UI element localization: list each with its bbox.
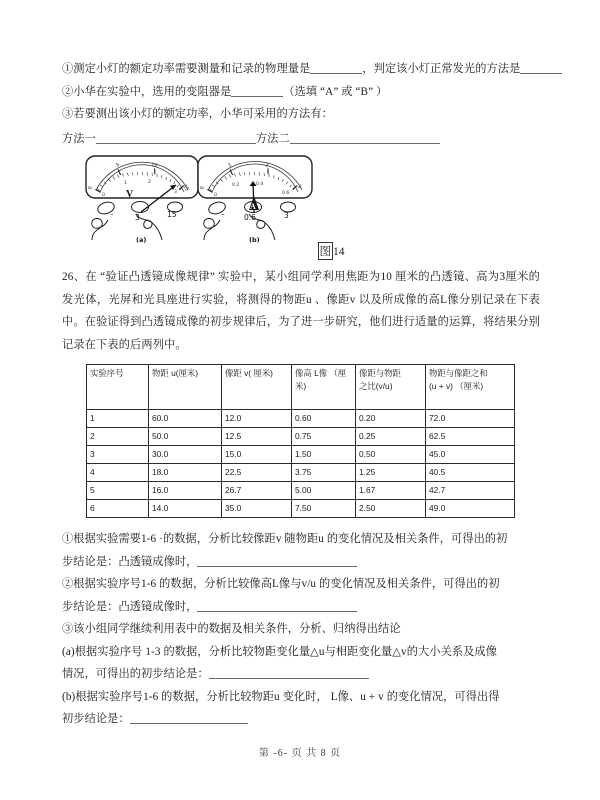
subquestion-3-line: ③该小组同学继续利用表中的数据及相关条件，分析、归纳得出结论 [62, 623, 401, 635]
figure-caption-glyph: 图 [318, 242, 334, 260]
method-one-label: 方法一 [62, 132, 96, 145]
ammeter-tick-2: 2 [264, 162, 269, 169]
table-row [87, 446, 515, 464]
cell-u: 14.0 [149, 500, 222, 518]
voltmeter-label-15: 15 [167, 210, 177, 219]
cell-image-height: 0.60 [292, 410, 356, 428]
question-item-1 [62, 58, 540, 81]
cell-v: 26.7 [222, 482, 292, 500]
figure-caption-number: 14 [333, 246, 345, 258]
question-item-1-text-a: ①测定小灯的额定功率需要测量和记录的物理量是 [62, 63, 311, 75]
question-item-2-text-a: ②小华在实验中，选用的变阻器是 [62, 85, 232, 98]
footer-mid: 页 共 [291, 748, 318, 759]
cell-image-height: 3.75 [292, 464, 356, 482]
ammeter-label-3: 3 [284, 211, 289, 220]
cell-image-height: 1.50 [292, 446, 356, 464]
subquestion-3a-line1: (a)根据实验序号 1-3 的数据，分析比较物距变化量△u与相距变化量△v的大小关系及成像 [62, 645, 498, 658]
cell-image-height: 0.75 [292, 428, 356, 446]
cell-u: 16.0 [149, 482, 222, 500]
cell-sum: 62.5 [426, 428, 515, 446]
answer-blank[interactable] [209, 678, 369, 679]
method-two-label: 方法二 [255, 132, 290, 145]
voltmeter-label-minus: – [110, 210, 114, 218]
cell-index: 4 [87, 464, 149, 482]
cell-sum: 40.5 [426, 464, 515, 482]
answer-blank[interactable] [197, 611, 357, 612]
voltmeter-symbol: V [126, 189, 134, 200]
cell-v: 12.0 [222, 410, 292, 428]
ammeter-inner-tick-02: 0.2 [232, 183, 240, 188]
cell-sum: 72.0 [426, 410, 515, 428]
column-header-image-height: 像高 L像 （厘 米) [292, 365, 356, 410]
cell-v: 15.0 [222, 446, 292, 464]
subquestion-2-line2: 步结论是：凸透镜成像时， [62, 596, 540, 619]
page-content [62, 58, 540, 731]
voltmeter-label-3: 3 [135, 213, 140, 222]
cell-image-height: 5.00 [292, 482, 356, 500]
cell-sum: 49.0 [426, 500, 515, 518]
cell-v: 12.5 [222, 428, 292, 446]
experiment-data-table [86, 364, 515, 518]
method-one-blank[interactable] [96, 143, 256, 144]
ammeter-inner-tick-0: 0 [214, 193, 217, 198]
experiment-data-table-wrap [86, 364, 540, 518]
voltmeter-svg [84, 154, 200, 244]
cell-ratio: 1.67 [356, 482, 426, 500]
cell-index: 5 [87, 482, 149, 500]
answer-blank[interactable] [231, 96, 283, 97]
ammeter-label-06: 0.6 [244, 213, 256, 222]
subquestion-1-line2: 步结论是：凸透镜成像时， [62, 551, 540, 574]
question-item-2-text-b: （选填 “A” 或 “B” ） [283, 85, 388, 98]
question-26-stem: 26、在 “验证凸透镜成像规律” 实验中，某小组同学利用焦距为10 厘米的凸透镜、高为3厘米的发光体，光屏和光具座进行实验，将测得的物距u 、像距v 以及所成像的高L像分别记录在下表中。在验证得到凸透镜成像的初步规律后，为了进一步研究，他们进行适量的运算，将结果分别记录在下表的后两列中。 [62, 271, 540, 351]
table-header-row [87, 365, 515, 410]
column-header-sum: 物距与像距之和 (u + v) （厘米) [426, 365, 515, 410]
column-header-index: 实验序号 [87, 365, 149, 410]
answer-blank[interactable] [197, 566, 357, 567]
answer-blank[interactable] [520, 73, 562, 74]
question-item-3 [62, 103, 540, 126]
answer-blank[interactable] [130, 723, 248, 724]
table-row [87, 428, 515, 446]
method-answer-line [62, 128, 540, 151]
page-footer [0, 744, 600, 759]
ammeter-tick-1: 1 [227, 162, 233, 169]
column-header-ratio: 像距与物距 之比(v/u) [356, 365, 426, 410]
cell-ratio: 0.50 [356, 446, 426, 464]
ammeter-inner-tick-06: 0.6 [282, 191, 290, 196]
table-body [87, 410, 515, 518]
cell-ratio: 2.50 [356, 500, 426, 518]
ammeter-inner-tick-04: 0.4 [256, 182, 264, 187]
subquestion-2-line1: ②根据实验序号1-6 的数据，分析比较像高L像与v/u 的变化情况及相关条件，可得出的初 [62, 578, 500, 590]
answer-blank[interactable] [310, 73, 362, 74]
cell-image-height: 7.50 [292, 500, 356, 518]
cell-u: 50.0 [149, 428, 222, 446]
cell-index: 6 [87, 500, 149, 518]
voltmeter-inner-tick-3: 3 [174, 190, 177, 195]
subquestion-1-line1: ①根据实验需要1-6 ·的数据，分析比较像距v 随物距u 的变化情况及相关条件，可得出的初 [62, 533, 508, 545]
cell-ratio: 0.25 [356, 428, 426, 446]
cell-v: 35.0 [222, 500, 292, 518]
question-item-3-text: ③若要测出该小灯的额定功率，小华可采用的方法有： [62, 108, 333, 120]
cell-index: 1 [87, 410, 149, 428]
ammeter-tick-3: 3 [295, 183, 303, 190]
voltmeter-inner-tick-1: 1 [124, 181, 127, 186]
ammeter-svg [196, 154, 314, 244]
cell-v: 22.5 [222, 464, 292, 482]
voltmeter-tick-5: 5 [115, 162, 121, 169]
ammeter-label-minus: – [221, 210, 225, 218]
subquestion-3a-line2: 情况，可得出的初步结论是： [62, 663, 540, 686]
footer-page-total: 8 [320, 748, 327, 759]
voltmeter-tick-10: 10 [150, 162, 159, 170]
voltmeter-terminal-3 [132, 202, 149, 213]
column-header-image-distance: 像距 v( 厘米) [222, 365, 292, 410]
figure-14 [62, 154, 540, 246]
voltmeter-inner-tick-0: 0 [102, 193, 105, 198]
table-row [87, 464, 515, 482]
cell-u: 30.0 [149, 446, 222, 464]
subquestion-3b-line1: (b)根据实验序号1-6 的数据，分析比较物距u 变化时， L像、u + v 的变化情况，可得出得 [62, 690, 500, 703]
ammeter-tick-0: 0 [199, 185, 206, 191]
cell-ratio: 1.25 [356, 464, 426, 482]
cell-ratio: 0.20 [356, 410, 426, 428]
cell-u: 18.0 [149, 464, 222, 482]
footer-page-number: -6- [273, 748, 289, 759]
cell-u: 60.0 [149, 410, 222, 428]
table-row [87, 482, 515, 500]
voltmeter-diagram [84, 154, 200, 249]
voltmeter-tick-15: 15 [181, 183, 190, 193]
cell-sum: 42.7 [426, 482, 515, 500]
table-row [87, 410, 515, 428]
ammeter-diagram [196, 154, 314, 249]
footer-suffix: 页 [330, 748, 342, 759]
voltmeter-inner-tick-2: 2 [148, 180, 151, 185]
question-item-2 [62, 81, 540, 104]
ammeter-sub-label: (b) [249, 236, 260, 244]
table-row [87, 500, 515, 518]
ammeter-symbol: A [250, 202, 256, 211]
subquestion-3b-line2: 初步结论是： [62, 708, 540, 731]
cell-sum: 45.0 [426, 446, 515, 464]
cell-index: 2 [87, 428, 149, 446]
column-header-object-distance: 物距 u(厘米) [149, 365, 222, 410]
voltmeter-sub-label: (a) [136, 236, 147, 244]
method-two-blank[interactable] [290, 143, 440, 144]
question-item-1-text-b: ，判定该小灯正常发光的方法是 [362, 63, 521, 75]
cell-index: 3 [87, 446, 149, 464]
footer-prefix: 第 [258, 748, 270, 759]
voltmeter-tick-0: 0 [87, 185, 94, 191]
